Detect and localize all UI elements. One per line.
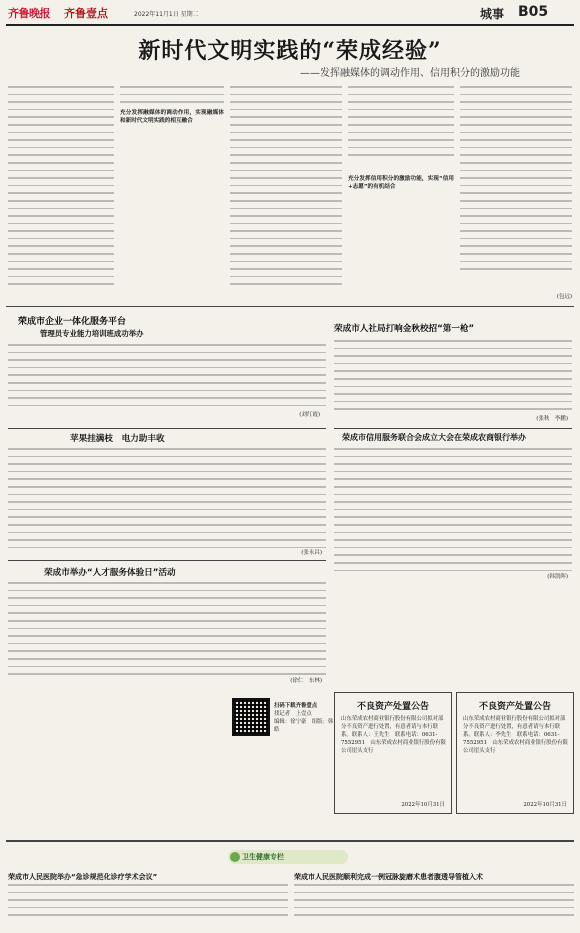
app-logo: 齐鲁壹点 (64, 7, 108, 20)
text-placeholder (334, 340, 572, 424)
qr-caption-line1: 扫码下载齐鲁壹点 (274, 703, 318, 709)
lead-article-col4 (348, 86, 454, 302)
ad-title: 不良资产处置公告 (478, 702, 551, 712)
leaf-icon (230, 852, 240, 862)
section-rule (6, 840, 574, 842)
qr-code (232, 698, 270, 736)
text-placeholder (8, 86, 114, 302)
text-placeholder (8, 344, 326, 420)
issue-date: 2022年11月1日 星期二 (134, 11, 199, 18)
main-subheadline: ——发挥融媒体的调动作用、信用积分的激励功能 (300, 68, 520, 79)
section-name: 城事 (480, 7, 505, 21)
ad-notice-2 (456, 692, 574, 814)
text-placeholder (294, 884, 574, 930)
ad-notice-1 (334, 692, 452, 814)
page-number: B05 (518, 4, 549, 20)
article2-title: 荣成市人社局打响金秋校招“第一枪” (334, 324, 475, 334)
article3-byline: (张永昌) (301, 550, 322, 557)
article4-byline: (韩凯晖) (547, 574, 568, 581)
article1-byline: (刘红霞) (299, 412, 320, 419)
banner-label: 卫生健康专栏 (242, 853, 284, 861)
text-placeholder (334, 448, 572, 582)
lead-article-col5 (460, 86, 572, 302)
text-placeholder (8, 884, 288, 930)
article2-body (334, 340, 572, 424)
article7-title: 荣成市人民医院顺利完成一例冠脉旋磨术患者腹透导管植入术 (294, 873, 483, 881)
ad-body: 山东荣成农村商业银行股份有限公司拟对部分不良资产进行处置，有意者请与本行联系。联系人：王先生 联系电话：0631-7552951 山东荣成农村商业银行股份有限公司崖头支行 (341, 716, 446, 754)
article3-title: 苹果挂满枝 电力助丰收 (70, 434, 165, 444)
text-placeholder (348, 86, 454, 302)
qr-caption-line2: 找记者 上壹点 (274, 711, 312, 717)
text-placeholder (8, 448, 326, 558)
qr-caption (274, 702, 334, 734)
article5-byline: (徐仁 东林) (290, 678, 322, 685)
article7-body (294, 884, 574, 930)
section-rule (8, 428, 326, 429)
ad-date: 2022年10月31日 (401, 802, 445, 808)
section-rule (334, 428, 572, 429)
sidebar-heading-1: 充分发挥融媒体的调动作用，实现融媒体和新时代文明实践的相互融合 (120, 110, 224, 124)
article6-body (8, 884, 288, 930)
text-placeholder (460, 86, 572, 302)
masthead-rule (6, 24, 574, 26)
section-rule (8, 560, 326, 561)
lead-article-col3 (230, 86, 342, 302)
article3-body (8, 448, 326, 558)
section-rule (6, 306, 574, 307)
newspaper-logo: 齐鲁晚报 (8, 7, 50, 20)
ad-body: 山东荣成农村商业银行股份有限公司拟对部分不良资产进行处置，有意者请与本行联系。联系人：李先生 联系电话：0631-7552951 山东荣成农村商业银行股份有限公司崖头支行 (463, 716, 568, 754)
article4-body (334, 448, 572, 582)
text-placeholder (230, 86, 342, 302)
ad-title: 不良资产处置公告 (356, 702, 429, 712)
article5-title: 荣成市举办“人才服务体验日”活动 (44, 568, 176, 578)
article4-title: 荣成市信用服务联合会成立大会在荣成农商银行举办 (342, 433, 526, 442)
article5-body (8, 582, 326, 686)
main-byline: (包远) (556, 294, 572, 301)
editor-credit: 编辑：徐宁豪 组版：韩皓 (274, 719, 334, 733)
health-column-banner (228, 850, 348, 864)
main-headline: 新时代文明实践的“荣成经验” (138, 38, 442, 64)
article1-subtitle: 管理员专业能力培训班成功举办 (40, 329, 144, 338)
article1-title: 荣成市企业一体化服务平台 (18, 317, 127, 327)
ad-date: 2022年10月31日 (523, 802, 567, 808)
lead-article-col2 (120, 86, 224, 302)
sidebar-heading-2: 充分发挥信用积分的激励功能，实现“信用+志愿”的有机结合 (348, 176, 454, 190)
article1-body (8, 344, 326, 420)
article6-title: 荣成市人民医院举办“急诊规范化诊疗学术会议” (8, 873, 158, 881)
text-placeholder (8, 582, 326, 686)
article2-byline: (张秋 李鹏) (536, 416, 568, 423)
masthead (6, 4, 574, 24)
lead-article-col1 (8, 86, 114, 302)
